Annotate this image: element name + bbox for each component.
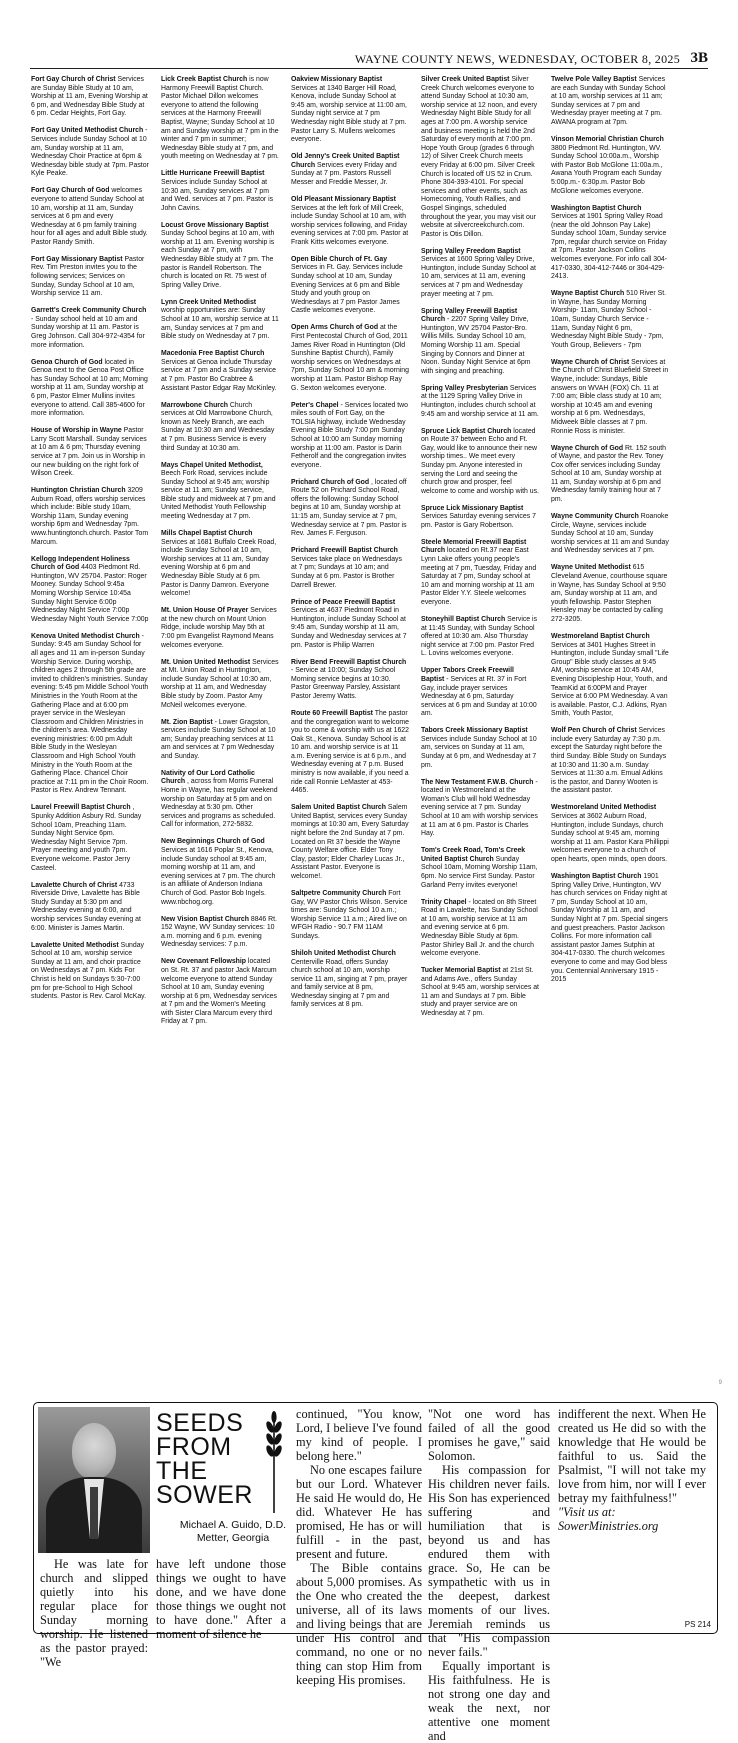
- church-listing: [291, 76, 409, 145]
- church-details: , Spunky Addition Asbury Rd. Sunday School 10am, Preaching 11am. Sunday Night Service 6pm. Wednesday Night Service 7pm. Prayer meeting and youth 7pm. Everyone welcome. Pastor Jerry Casteel.: [31, 804, 142, 872]
- church-details: Silver Creek Church welcomes everyone to attend Sunday School at 10:30 am, worship service at 12 noon, and every Wednesday Night Bible Study for all ages at 7:00 pm. A worship service and business meeting is held the 2nd Saturday of every month at 7:00 pm. Hope Youth Group (grades 6 through 12) of Silver Creek Church meets every Friday at 6:00 pm. Silver Creek Church is located off US 52 in Crum. Phone 304-393-4101. For special services and other events, such as Homecoming, Youth Rallies, and Gospel Singings, scheduled throughout the year, you may visit our website at silvercreekchurch.com. Pastor is Otis Dillon.: [421, 76, 538, 238]
- church-details: Services at 3401 Hughes Street in Huntington, include Sunday small "Life Group" Bible study classes at 9:45 AM, worship service at 10:45 AM, Evening Discipleship Hour, Youth, and TeamKid at 6:00PM and Prayer Service at 6:00 PM Wednesday. A van is available. Pastor, C.J. Adkins, Ryan Smith, Youth Pastor,: [551, 641, 669, 718]
- column-text-2: [156, 1557, 286, 1641]
- church-name: Steele Memorial Freewill Baptist Church: [421, 538, 527, 555]
- church-name: Old Pleasant Missionary Baptist: [291, 195, 396, 203]
- church-name: Fort Gay Church of God: [31, 187, 110, 195]
- church-details: located on St. Rt. 37 and pastor Jack Marcum welcome everyone to attend Sunday School at 10 am, Sunday evening worship at 6 pm, Wednesday services at 7 pm and the Women's Meeting with Sister Clara Marcum every third Friday at 7 pm.: [161, 958, 277, 1026]
- church-listing: [421, 505, 539, 531]
- church-details: - Sunday school held at 10 am and Sunday worship at 11 am. Pastor is Greg Johnson. Call 304-972-4354 for more information.: [31, 315, 145, 349]
- church-name: Old Jenny's Creek United Baptist Church: [291, 153, 400, 169]
- church-listing: [31, 487, 149, 547]
- church-details: , located off Route 52 on Prichard School Road, offers the following: Sunday School begins at 10 am, Sunday worship at 11:15 am, Sunday service at 7 pm, Wednesday service at 7 pm. Pastor is Rev. James F. Ferguson.: [291, 478, 407, 538]
- church-details: at the First Pentecostal Church of God, 2011 James River Road in Huntington (Old Sunshine Baptist Church), Family worship services on Wednesdays at 7pm, Sunday School 10 am & morning worship at 11am. Pastor Bishop Ray G. Sexton welcomes everyone.: [291, 324, 409, 392]
- church-details: 4403 Piedmont Rd. Huntington, WV 25704. Pastor: Roger Mooney. Sunday School 9:45a Morning Worship Service 10:45a Sunday Night Service 6:00p Wednesday Night Service 7:00p Wednesday Night Youth Service 7:00p: [31, 564, 149, 623]
- church-name: Wayne Community Church: [551, 513, 639, 521]
- church-listing: [551, 727, 669, 796]
- church-details: Services are each Sunday with Sunday School at 10 am, worship services at 11 am; Sunday services at 7 pm and Wednesday prayer meeting at 7 pm. AWANA program at 7pm.: [551, 76, 666, 126]
- church-details: Services are Sunday Bible Study at 10 am, Worship at 11 am, Evening Worship at 6 pm, and Wednesday Bible Study at 6 pm. Cedar Heights, Fort Gay.: [31, 76, 148, 118]
- church-name: Mt. Union House Of Prayer: [161, 607, 249, 615]
- directory-column: [161, 76, 279, 1035]
- church-name: Mays Chapel United Methodist,: [161, 461, 263, 469]
- church-name: Spruce Lick Baptist Church: [421, 427, 512, 435]
- church-listing: [421, 967, 539, 1019]
- church-name: Shiloh United Methodist Church: [291, 949, 396, 957]
- church-name: Mt. Union United Methodist: [161, 658, 251, 666]
- church-listing: [421, 616, 539, 659]
- church-name: Wayne Church of Christ: [551, 358, 630, 366]
- church-details: Salem United Baptist, services every Sunday mornings at 10:30 am, Every Saturday night before the 2nd Sunday at 7 pm. Located on Rt 37 beside the Wayne County Welfare office. Elder Tony Clay, pastor; Elder Charley Lucas Jr., Assistant Pastor. Everyone is welcome!.: [291, 804, 409, 880]
- church-listing: [161, 299, 279, 342]
- church-details: Services at the 1129 Spring Valley Drive in Huntington, includes church school at 9:45 am and worship service at 11 am.: [421, 384, 539, 418]
- column-text-5: [558, 1407, 706, 1533]
- church-listing: [161, 76, 279, 162]
- church-name: Silver Creek United Baptist: [421, 76, 510, 83]
- church-name: Wayne Church of God: [551, 444, 624, 452]
- church-details: Services at the left fork of Mill Creek, include Sunday School at 10 am, with worship services following, and Friday evening services at 7:00 pm. Pastor at Frank Kitts welcomes everyone.: [291, 204, 409, 246]
- church-listing: [31, 882, 149, 934]
- church-details: located on Route 37 between Echo and Ft. Gay, would like to announce their new worship times.. We meet every Sunday pm. Anyone interested in serving the Lord and seeing the church grow and prosper, feel welcome to come and worship with us.: [421, 427, 539, 495]
- church-details: Services at Mt. Union Road in Huntington, include Sunday School at 10:30 am, worship at 11 am, and Wednesday Bible study by Zoom. Pastor Amy McNeil welcomes everyone.: [161, 658, 279, 709]
- church-details: , across from Morris Funeral Home in Wayne, has regular weekend worship on Saturday at 5 pm and on Wednesday at 5:30 pm. Other services and programs as scheduled. Call for information, 272-5832.: [161, 778, 278, 829]
- church-details: 1901 Spring Valley Drive, Huntington, WV has church services on Friday night at 7 pm, Sunday School at 10 am, Sunday Worship at 11 am, and Sunday Night at 7 pm. Special singers and guest preachers. Pastor Jackson Collins. For more information call assistant pastor James Sutphin at 304-417-0330. The church welcomes everyone to come and may God bless you. Centennial Anniversary 1915 - 2015: [551, 872, 668, 984]
- directory-column: [31, 76, 149, 1010]
- church-name: Fort Gay Missionary Baptist: [31, 255, 123, 263]
- church-details: located on Rt.37 near East Lynn Lake offers young people's meeting at 7 pm, Tuesday, Friday and Saturday at 7 pm, Sunday school at 10 am and morning worship at 11 am Pastor Elder Y.Y. Steele welcomes everyone.: [421, 547, 537, 606]
- church-details: 510 River St. in Wayne, has Sunday Morning Worship- 11am, Sunday School - 10am, Sunday Church Service - 11am, Sunday Night 6 pm, Wednesday Night Bible Study - 7pm, Youth Group, Believers - 7pm: [551, 290, 667, 349]
- church-name: Open Bible Church of Ft. Gay: [291, 255, 388, 263]
- church-listing: [551, 564, 669, 624]
- church-name: Macedonia Free Baptist Church: [161, 350, 265, 358]
- church-name: Route 60 Freewill Baptist: [291, 709, 373, 717]
- church-listing: [161, 607, 279, 650]
- church-name: Lavalette Church of Christ: [31, 881, 118, 889]
- church-listing: [421, 727, 539, 770]
- church-listing: [551, 76, 669, 128]
- church-name: Stoneyhill Baptist Church: [421, 615, 506, 623]
- church-name: Wolf Pen Church of Christ: [551, 727, 637, 735]
- church-details: Service is at 11:45 Sunday, with Sunday School offered at 10:30 am. Also Thursday night service at 7:00 pm. Pastor Fred L. Lovins welcomes everyone.: [421, 615, 538, 658]
- church-details: Services include Sunday School at 10 am, services on Sunday at 11 am, Sunday at 6 pm, and Wednesday at 7 pm.: [421, 735, 537, 769]
- church-name: Peter's Chapel: [291, 401, 339, 409]
- church-details: Services at 1681 Buffalo Creek Road, include Sunday School at 10 am, Worship services at 11 am, Sunday evening Worship at 6 pm and Wednesday Bible Study at 6 pm. Pastor is Danny Damron. Everyone welcome!: [161, 538, 277, 598]
- church-listing: [291, 196, 409, 248]
- church-listing: [31, 307, 149, 350]
- church-name: Prichard Church of God: [291, 478, 370, 486]
- church-listing: [291, 890, 409, 942]
- church-name: Spruce Lick Missionary Baptist: [421, 504, 524, 512]
- church-listing: [421, 76, 539, 239]
- church-details: Services at Genoa include Thursday service at 7 pm and a Sunday service at 7 pm. Pastor Bo Crabtree & Assistant Pastor Edgar Ray McKinley.: [161, 358, 277, 392]
- paragraph: have left undone those things we ought to have done, and we have done those things we ought not to have done." After a moment of silence he: [156, 1557, 286, 1641]
- church-listing: [31, 556, 149, 625]
- church-name: Prichard Freewill Baptist Church: [291, 547, 398, 555]
- church-name: Spring Valley Freedom Baptist: [421, 247, 521, 255]
- church-name: Oakview Missionary Baptist: [291, 76, 383, 83]
- church-listing: [551, 804, 669, 864]
- author-location: Metter, Georgia: [196, 1532, 270, 1544]
- church-details: is now Harmony Freewill Baptist Church. Pastor Michael Dillon welcomes everyone to attend the following services at the Harmony Freewill Baptist, Wayne; Sunday School at 10 am and Sunday worship at 7 pm in the winter and 7 pm in summer; Wednesday Bible study at 7 pm, and youth meeting on Wednesday at 7 pm.: [161, 76, 279, 161]
- church-details: Services at the Church of Christ Bluefield Street in Wayne, include: Sundays, Bible answers on WVAH (FOX) Ch. 11 at 7:00 am; Bible class study at 10 am; worship at 10:45 am and evening worship at 6 pm. Wednesdays, Midweek Bible classes at 7 pm. Ronnie Ross is minister.: [551, 358, 669, 435]
- church-listing: [551, 445, 669, 505]
- church-details: 615 Cleveland Avenue, courthouse square in Wayne, has Sunday School at 9:50 am, Sunday worship at 11 am, and youth fellowship. Pastor Stephen Hensley may be contacted by calling 272-3205.: [551, 564, 668, 623]
- church-name: Washington Baptist Church: [551, 204, 642, 212]
- masthead-title: WAYNE COUNTY NEWS, WEDNESDAY, OCTOBER 8, 2025: [354, 52, 680, 66]
- church-listing: [551, 359, 669, 436]
- church-details: 8846 Rt. 152 Wayne, WV Sunday services: 10 a.m. morning and 6 p.m. evening Wednesday services: 7 p.m.: [161, 915, 277, 949]
- church-details: Church services at Old Marrowbone Church, known as Neely Branch, are each Sunday at 10:30 am and Wednesday at 7 pm. Business Service is every third Sunday at 10:30 am.: [161, 401, 275, 452]
- church-listing: [421, 847, 539, 890]
- church-listing: [161, 916, 279, 950]
- church-listing: [161, 170, 279, 213]
- church-listing: [31, 187, 149, 247]
- church-details: - 2207 Spring Valley Drive, Huntington, WV 25704 Pastor-Bro. Willis Mills. Sunday School 10 am, Morning Worship 11 am. Special Singing by Connors and Dinner at Noon. Sunday Night Service at 6pm with singing and preaching.: [421, 316, 531, 375]
- church-listing: [421, 899, 539, 959]
- church-details: welcomes everyone to attend Sunday School at 10 am, worship at 11 am, Sunday services at 6 pm and every Wednesday at 6 pm family training hour for all ages and adult Bible study. Pastor Randy Smith.: [31, 187, 148, 246]
- church-listing: [291, 402, 409, 471]
- church-name: Lavalette United Methodist: [31, 941, 119, 949]
- church-name: Twelve Pole Valley Baptist: [551, 76, 637, 83]
- church-details: Beech Fork Road, services include Sunday School at 9:45 am; worship service at 11 am; Sunday service, Bible study and midweek at 7 pm and United Methodist Youth Fellowship meeting Wednesday at 7 pm.: [161, 470, 276, 521]
- paragraph: No one escapes failure but our Lord. Whatever He said He would do, He did. Whatever He has promised, He has or will fulfill - in the past, present and future.: [296, 1463, 422, 1561]
- author-photo-head: [72, 1423, 116, 1479]
- church-listing: [161, 659, 279, 711]
- church-listing: [161, 838, 279, 907]
- church-listing: [421, 248, 539, 300]
- church-name: Little Hurricane Freewill Baptist: [161, 170, 265, 178]
- church-name: The New Testament F.W.B. Church: [421, 778, 534, 786]
- church-name: Nativity of Our Lord Catholic Church: [161, 769, 255, 786]
- church-name: Fort Gay Church of Christ: [31, 76, 116, 83]
- seeds-from-the-sower-column: [33, 1402, 718, 1743]
- side-mark: 9: [718, 1380, 722, 1386]
- church-details: Services in Ft. Gay. Services include Sunday school at 10 am, Sunday Evening Services at 6 pm and Bible Study and youth group on Wednesdays at 7 pm Pastor James Castle welcomes everyone.: [291, 264, 403, 315]
- church-name: Lick Creek Baptist Church: [161, 76, 248, 83]
- church-listing: [421, 308, 539, 377]
- church-name: Kenova United Methodist Church: [31, 632, 140, 640]
- church-details: Services at 3602 Auburn Road, Huntington, include Sundays, church Sunday school at 9:45 am, morning worship at 11 am. Pastor Kara Phillippi welcomes everyone to a church of open hearts, open minds, open doors.: [551, 813, 669, 863]
- church-details: Services Saturday evening services 7 pm. Pastor is Gary Robertson.: [421, 513, 536, 529]
- church-details: Services at 1600 Spring Valley Drive, Huntington, include Sunday School at 10 am, services at 11 am, evening services at 7 pm and Wednesday prayer meeting at 7 pm.: [421, 256, 536, 298]
- church-details: - Sunday: 9:45 am Sunday School for all ages and 11 am in-person Sunday Worship Service. During worship, children ages 2 through 5th grade are invited to children's ministries. Sunday evening: 5:45 pm Middle School Youth Ministries in the Youth Room at the Gathering Place and at 6:00 pm prayer service in the Wesleyan Classroom and Children Ministries in the children's area. Wednesday evening ministries: 6:00 pm Adult Bible Study in the Wesleyan Classroom and High School Youth Ministry in the Youth Room at the Gathering Place. Chancel Choir practice at 7:11 pm in the Choir Room. Pastor is Rev. Andrew Tennant.: [31, 632, 149, 795]
- directory-column: [551, 76, 669, 993]
- logo-word: FROM: [156, 1433, 232, 1461]
- column-text-1: [40, 1557, 148, 1669]
- church-details: Fort Gay, WV Pastor Chris Wilson. Service times are: Sunday School 10 a.m.; Worship Service 11 a.m.; Aired live on WFGH Radio - 90.7 FM 11AM Sundays.: [291, 889, 408, 940]
- church-details: Services every Friday and Sunday at 7 pm. Pastors Russell Messer and Freddie Messer, Jr.: [291, 161, 397, 186]
- author-photo: [38, 1407, 150, 1553]
- directory-column: [291, 76, 409, 1018]
- church-name: Spring Valley Presbyterian: [421, 384, 508, 392]
- church-listing: [161, 462, 279, 522]
- church-listing: [291, 153, 409, 187]
- paragraph: Equally important is His faithfulness. He is not strong one day and weak the next, nor attentive one moment and: [428, 1659, 550, 1743]
- church-details: Pastor Larry Scott Marshall. Sunday services at 10 am & 6 pm; Thursday evening service at 7 pm. Join us in Worship in our new building on the right fork of Wilson Creek.: [31, 427, 147, 478]
- church-listing: [291, 804, 409, 881]
- church-listing: [291, 547, 409, 590]
- column-text-4: [428, 1407, 550, 1743]
- church-listing: [161, 222, 279, 291]
- church-details: Services at 4637 Piedmont Road in Huntington, include Sunday School at 9:45 am, Sunday worship at 11 am, Sunday and Wednesday services at 7 pm. Pastor is Philip Warren: [291, 607, 407, 649]
- church-listing: [421, 667, 539, 719]
- church-listing: [421, 428, 539, 497]
- church-name: Westmoreland United Methodist: [551, 804, 657, 812]
- church-name: Tom's Creek Road, Tom's Creek United Baptist Church: [421, 847, 526, 863]
- church-name: Wayne Baptist Church: [551, 290, 625, 298]
- church-name: Tucker Memorial Baptist: [421, 967, 501, 975]
- church-details: worship opportunities are: Sunday School at 10 am, worship service at 11 am, Sunday services at 7 pm and Bible study on Wednesday at 7 pm.: [161, 307, 279, 341]
- church-name: Tabors Creek Missionary Baptist: [421, 727, 528, 735]
- ps-code: PS 214: [684, 1620, 711, 1629]
- church-listing: [421, 779, 539, 839]
- church-listing: [291, 256, 409, 316]
- church-details: at 21st St. and Adams Ave., offers Sunday School at 9:45 am, worship services at 11 am and Sundays at 7 pm. Bible study and prayer service are on Wednesday at 7 pm.: [421, 967, 539, 1018]
- church-listing: [161, 958, 279, 1027]
- author-name: Michael A. Guido, D.D.: [179, 1519, 287, 1531]
- church-name: Spring Valley Freewill Baptist Church: [421, 307, 518, 324]
- logo-word: THE: [156, 1457, 208, 1485]
- church-name: Westmoreland Baptist Church: [551, 632, 650, 640]
- church-details: Services at 1340 Barger Hill Road, Kenova, include Sunday School at 9:45 am, worship service at 11:00 am, Sunday night service at 7 pm Wednesday night Bible study at 7 pm. Pastor Larry S. Mullens welcomes everyone.: [291, 84, 407, 144]
- church-name: River Bend Freewill Baptist Church: [291, 658, 407, 666]
- church-name: New Vision Baptist Church: [161, 915, 249, 923]
- church-listing: [31, 127, 149, 179]
- church-listing: [161, 350, 279, 393]
- church-details: 3800 Piedmont Rd. Huntington, WV. Sunday School 10:00a.m., Worship with Pastor Bob McGlone 11:00a.m., Awana Youth Program each Sunday 5:00p.m.- 6:30p.m. Pastor Bob McGlone welcomes everyone.: [551, 144, 663, 195]
- church-listing: [551, 873, 669, 985]
- church-name: House of Worship in Wayne: [31, 427, 122, 435]
- paragraph: indifferent the next. When He created us He did so with the knowledge that He would be faithful to us. Said the Psalmist, "I will not take my love from him, nor will I ever betray my faithfulness!": [558, 1407, 706, 1505]
- church-details: 4733 Riverside Drive, Lavalette has Bible Study Sunday at 5:30 pm and Wednesday evening at 6:00, and worship services Sunday evening at 6:00. Minister is James Martin.: [31, 881, 141, 932]
- logo-word: SEEDS: [156, 1409, 244, 1437]
- church-listing: [291, 479, 409, 539]
- church-listing: [551, 513, 669, 556]
- church-listing: [161, 770, 279, 830]
- church-details: Services at 1616 Poplar St., Kenova, include Sunday school at 9:45 am, morning worship at 11 am, and evening services at 7 pm. The church is an affiliate of Anderson Indiana Church of God. Pastor Bob Ingels. www.nbchog.org.: [161, 847, 276, 906]
- visit-site: SowerMinistries.org: [558, 1519, 659, 1533]
- church-details: - Services at Rt. 37 in Fort Gay, include prayer services Wednesday at 6 pm, Saturday services at 6 pm and Sunday at 10:00 am.: [421, 675, 537, 718]
- paragraph: The Bible contains about 5,000 promises. As the One who created the universe, all of its laws and living beings that are under His control and command, no one or no thing can stop Him from keeping His promises.: [296, 1561, 422, 1687]
- church-name: Open Arms Church of God: [291, 324, 379, 332]
- church-listing: [291, 710, 409, 796]
- paragraph: He was late for church and slipped quietly into his regular place for Sunday morning worship. He listened as the pastor prayed: "We: [40, 1557, 148, 1669]
- church-name: Saltpetre Community Church: [291, 889, 387, 897]
- church-details: - located in Westmoreland at the Woman's Club will hold Wednesday evening service at 7 pm. Sunday School at 10 am with worship services at 11 am at 6 pm. Pastor is Charles Hay.: [421, 778, 538, 838]
- church-details: Roanoke Circle, Wayne, services include Sunday School at 10 am, Sunday worship services at 11 am and Sunday and Wednesday services at 7 pm.: [551, 513, 669, 555]
- directory-column: [421, 76, 539, 1027]
- church-listing: [551, 633, 669, 719]
- church-name: Upper Tabors Creek Freewill Baptist: [421, 667, 514, 683]
- church-listing: [421, 539, 539, 608]
- church-listing: [31, 359, 149, 419]
- church-details: 3209 Auburn Road, offers worship services which include: Bible study 10am, Worship 11am, Sunday evening worship 6pm and Wednesday 7pm. www.huntingtonch.church. Pastor Tom Marcum.: [31, 487, 149, 546]
- church-name: Genoa Church of God: [31, 358, 103, 366]
- church-details: - Services located two miles south of Fort Gay, on the TOLSIA highway, include Wednesday Evening Bible Study 7:00 pm Sunday School at 10:00 am Sunday morning worship at 11:00 am. Pastor is Darin Fetherolf and the congregation invites everyone.: [291, 401, 408, 469]
- church-details: Centerville Road, offers Sunday church school at 10 am, worship service 11 am, singing at 7 pm, prayer and family service at 8 pm, Wednesday singing at 7 pm and family services at 8 pm.: [291, 958, 408, 1009]
- church-listing: [31, 427, 149, 479]
- church-listing: [161, 530, 279, 599]
- author-byline: [158, 1519, 308, 1545]
- church-name: New Covenant Fellowship: [161, 958, 246, 966]
- church-listing: [551, 136, 669, 196]
- masthead: [30, 52, 708, 69]
- church-details: Services at 1901 Spring Valley Road (near the old Johnson Pay Lake) Sunday school 10am, Sunday service 7pm, regular church service on Friday at 7pm. Pastor Jackson Collins welcomes everyone. For info call 304-417-0330, 304-412-7446 or 304-429-2413.: [551, 213, 668, 281]
- church-details: Sunday School 10am, Morning Worship 11am, 6pm. No service First Sunday. Pastor Garland Perry invites everyone!: [421, 855, 538, 889]
- church-name: Prince of Peace Freewill Baptist: [291, 598, 396, 606]
- church-details: The pastor and the congregation want to welcome you to come & worship with us at 1622 Oak St., Kenova. Sunday School is at 10 am. and worship service is at 11 a.m. Evening service is at 6 p.m., and Wednesday evening at 7 p.m. Bused ministry is now available, if you need a ride call Ronnie LeMaster at 453-4465.: [291, 709, 409, 795]
- church-details: - located on 8th Street Road in Lavalette, has Sunday School at 10 am, worship service at 11 am and evening service at 6 pm. Wednesday Bible Study at 6pm. Pastor Shirley Ball Jr. and the church welcome everyone.: [421, 898, 538, 958]
- author-photo-tie: [90, 1487, 98, 1539]
- church-details: Services include every Saturday ay 7:30 p.m. except the Saturday night before the third Sunday. Bible Study on Sundays at 10:30 and 11:30 a.m. Sunday Services at 11:30 a.m. Emual Adkins is the pastor, and Danny Wooten is the assistant pastor.: [551, 727, 667, 795]
- church-name: New Beginnings Church of God: [161, 838, 265, 846]
- church-listing: [421, 385, 539, 419]
- church-details: - Lower Gragston, services include Sunday School at 10 am; Sunday preaching services at 11 am and services at 7 pm Wednesday and Sunday.: [161, 718, 276, 760]
- church-details: Services at the new church on Mount Union Ridge, include worship May 5th at 7:00 pm Evangelist Raymond Means welcomes everyone.: [161, 607, 277, 649]
- visit-label: "Visit us at:: [558, 1505, 616, 1519]
- church-listing: [31, 804, 149, 873]
- wheat-icon: [260, 1409, 288, 1513]
- church-details: located in Genoa next to the Genoa Post Office has Sunday School at 10 am; Morning worship at 11 am, Sunday worship at 6 pm, Pastor Elmer Mullins invites everyone to attend. Call 385-4600 for more information.: [31, 358, 148, 418]
- page-number: 3B: [690, 50, 708, 66]
- logo-word: SOWER: [156, 1481, 253, 1509]
- church-listing: [291, 950, 409, 1010]
- church-details: - Service at 10:00; Sunday School Morning service begins at 10:30. Pastor Greenway Parsley, Assistant Pastor Jeremy Watts.: [291, 667, 401, 700]
- paragraph: His compassion for His children never fails. His Son has experienced suffering and humiliation that is beyond us and has endured them with grace. So, He can be sympathetic with us in the deepest, darkest moments of our lives. Jeremiah reminds us that "His compassion never fails.": [428, 1463, 550, 1659]
- church-name: Salem United Baptist Church: [291, 804, 386, 812]
- church-details: Sunday School at 10 am, worship service Sunday at 11 am, and choir practice on Wednesdays at 7 pm. Kids For Christ is held on Sundays 5:30-7:00 pm for pre-School to High School students. Pastor is Rev. Carol McKay.: [31, 941, 147, 1001]
- church-details: Services include Sunday School at 10:30 am, Sunday services at 7 pm and Wed. services at 7 pm. Pastor is John Cavins.: [161, 178, 274, 212]
- church-listing: [161, 719, 279, 762]
- church-listing: [551, 290, 669, 350]
- church-listing: [31, 256, 149, 299]
- church-listing: [291, 659, 409, 702]
- church-name: Trinity Chapel: [421, 898, 467, 906]
- church-details: Pastor Rev. Tim Preston invites you to the following services; Services on Sunday, Sunday School at 10 am, Worship service 11 am.: [31, 255, 145, 298]
- church-name: Mills Chapel Baptist Church: [161, 530, 253, 538]
- church-details: Services take place on Wednesdays at 7 pm; Sundays at 10 am; and Sunday at 6 pm. Pastor is Brother Darrell Brewer.: [291, 555, 402, 589]
- church-name: Kellogg Independent Holiness Church of God: [31, 555, 130, 572]
- church-name: Lynn Creek United Methodist: [161, 298, 257, 306]
- church-listing: [31, 633, 149, 796]
- church-listing: [551, 205, 669, 282]
- church-listing: [161, 402, 279, 454]
- church-details: Sunday School begins at 10 am, with worship at 11 am. Evening worship is each Sunday at 7 pm, with Wednesday Bible study at 7 pm. The pastor is Randell Robertson. The church is located on Rt. 75 west of Spring Valley Drive.: [161, 230, 275, 289]
- church-name: Fort Gay United Methodist Church: [31, 127, 144, 135]
- church-name: Marrowbone Church: [161, 401, 228, 409]
- paragraph: "Not one word has failed of all the good promises he gave," said Solomon.: [428, 1407, 550, 1463]
- church-listing: [291, 599, 409, 651]
- church-listing: [31, 76, 149, 119]
- paragraph: continued, "You know, Lord, I believe I've found my kind of people. I belong here.": [296, 1407, 422, 1463]
- church-name: Wayne United Methodist: [551, 564, 631, 572]
- church-name: Laurel Freewill Baptist Church: [31, 804, 131, 812]
- church-listing: [291, 324, 409, 393]
- church-name: Mt. Zion Baptist: [161, 718, 213, 726]
- church-name: Garrett's Creek Community Church: [31, 307, 147, 315]
- church-name: Vinson Memorial Christian Church: [551, 135, 664, 143]
- church-name: Locust Grove Missionary Baptist: [161, 221, 269, 229]
- church-details: Rt. 152 south of Wayne, and pastor the Rev. Toney Cox offer services including Sunday School at 10 am, Sunday worship at 11 am, Sunday worship at 6 pm and Wednesday family training hour at 7 pm.: [551, 444, 667, 504]
- column-text-3: [296, 1407, 422, 1687]
- church-name: Washington Baptist Church: [551, 872, 642, 880]
- church-details: - Services include Sunday School at 10 am, Sunday worship at 11 am, Wednesday Choir Practice at 6pm & Wednesday bible study at 7pm. Pastor Kyle Peake.: [31, 127, 149, 178]
- church-listing: [31, 942, 149, 1002]
- church-name: Huntington Christian Church: [31, 487, 126, 495]
